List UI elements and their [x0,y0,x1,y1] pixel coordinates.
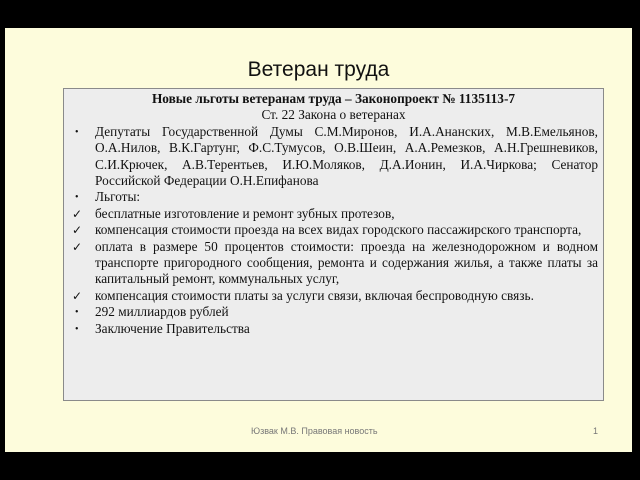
checkmark-icon: ✓ [72,239,83,254]
content-box [63,88,604,401]
slide-title: Ветеран труда [247,58,390,81]
checkmark-icon: ✓ [72,223,83,238]
list-item-transport [69,222,598,238]
bullet-icon: • [75,126,79,138]
box-heading: Новые льготы ветеранам труда – Законопроект № 1135113-7 [151,91,516,106]
list-item-text: Льготы: [95,189,141,205]
list-item-text: оплата в размере 50 процентов стоимости: проезда на железнодорожном и водном транспорте пригородного сообщения, ремонта и содержания жилья, а также платы за капитальный ремонт, коммунальных услуг, [95,238,598,287]
box-subheading: Ст. 22 Закона о ветеранах [261,107,406,123]
list-item-dental [69,206,598,222]
checkmark-icon: ✓ [72,206,83,221]
bullet-icon: • [75,307,79,319]
list-item-text: бесплатные изготовление и ремонт зубных протезов, [95,205,395,221]
checkmark-icon: ✓ [72,288,83,303]
bullet-icon: • [75,192,79,204]
list-item-text: Заключение Правительства [95,320,250,336]
list-item-deputies [69,124,598,190]
footer-page-number: 1 [593,426,599,436]
list-item-amount [69,304,598,320]
list-item-text: 292 миллиардов рублей [95,304,229,320]
list-item-text: компенсация стоимости проезда на всех видах городского пассажирского транспорта, [95,222,582,238]
bullet-icon: • [75,323,79,335]
list-item-benefits-heading [69,189,598,205]
list-item-payment [69,239,598,288]
list-item-conclusion [69,321,598,337]
slide [5,28,632,452]
list-item-text: компенсация стоимости платы за услуги связи, включая беспроводную связь. [95,287,534,303]
footer-author: Юзвак М.В. Правовая новость [251,426,378,436]
list-item-communication [69,288,598,304]
list-item-text: Депутаты Государственной Думы С.М.Миронов, И.А.Ананских, М.В.Емельянов, О.А.Нилов, В.К.Гартунг, Ф.С.Тумусов, О.В.Шеин, А.А.Ремезков, А.Н.Грешневиков, С.И.Крючек, А.В.Терентьев, И.Ю.Моляков, Д.А.Ионин, И.А.Чиркова; Сенатор Российской Федерации О.Н.Епифанова [95,123,598,189]
